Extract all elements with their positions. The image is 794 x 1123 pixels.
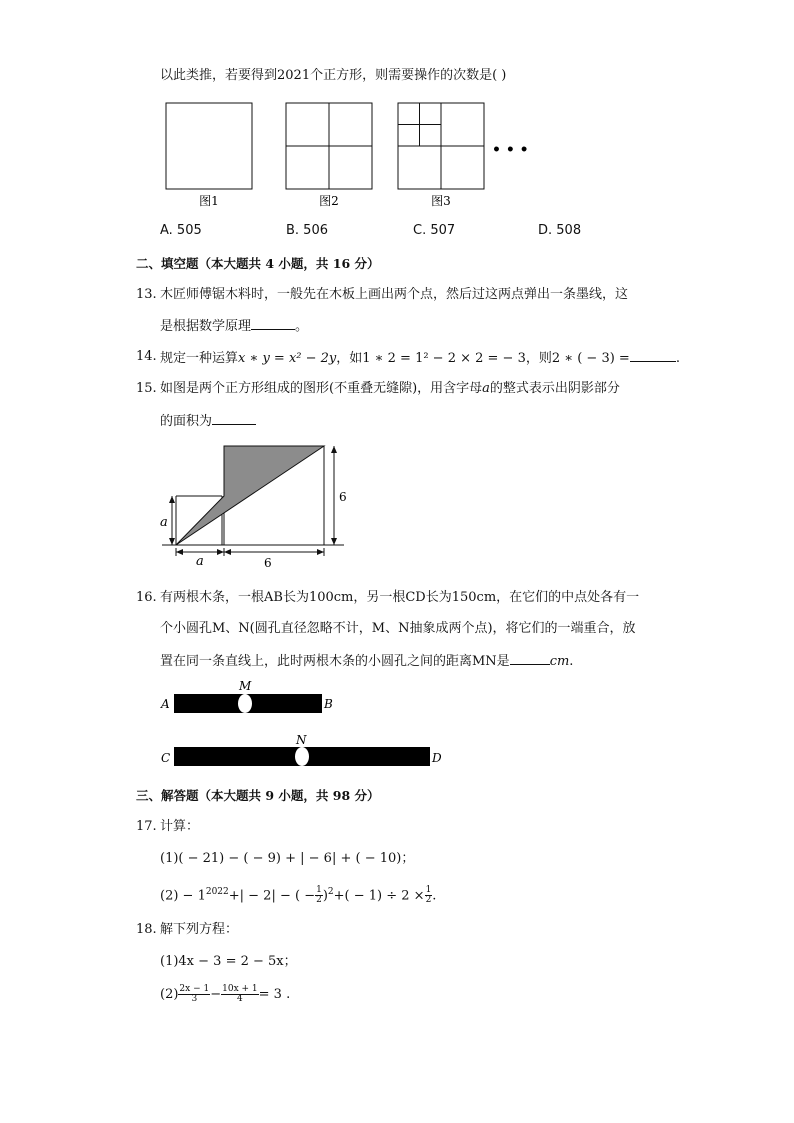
hole-n: [295, 747, 309, 766]
q13-line2: 是根据数学原理 。: [160, 315, 308, 337]
label-b: B: [324, 697, 333, 711]
q12-figures: [160, 98, 540, 210]
q18-title: 解下列方程：: [160, 922, 239, 937]
fig2-caption: 图2: [319, 194, 339, 208]
q18-number: 18.: [136, 922, 157, 937]
q17-part2: $(2) - 1^{2022}+| - 2|$ − ( − $\frac{1}{2}$ )$^2$+( − 1) ÷ 2 × $\frac{1}{2}$ .: [160, 885, 437, 906]
q15-line1: 如图是两个正方形组成的图形(不重叠无缝隙)，用含字母a的整式表示出阴影部分: [160, 381, 620, 396]
q12-intro: 以此类推，若要得到2021个正方形，则需要操作的次数是( ): [160, 68, 507, 83]
option-c[interactable]: C. 507: [413, 223, 456, 238]
q15-figure: [158, 440, 358, 570]
q14-number: 14.: [136, 349, 157, 364]
label-a: A: [161, 697, 170, 711]
q18-part2: (2) $\frac{2x - 1}{3}$ − $\frac{10x + 1}{4}$ = 3 .: [160, 984, 291, 1004]
label-n: N: [296, 733, 307, 747]
q17-title: 计算：: [160, 819, 200, 834]
q17-part1: (1)( − 21) − ( − 9) + | − 6| + ( − 10)；: [160, 851, 415, 866]
q16-answer-blank[interactable]: [510, 650, 550, 665]
q14-answer-blank[interactable]: [630, 347, 676, 362]
fig2-square: [286, 103, 372, 189]
label-a-bottom: a: [196, 554, 204, 569]
option-a[interactable]: A. 505: [160, 223, 202, 238]
fig1-caption: 图1: [199, 194, 219, 208]
fig-ellipsis: • • •: [492, 142, 529, 158]
fig3-square: [398, 103, 484, 189]
fig3-caption: 图3: [431, 194, 451, 208]
section2-title: 二、填空题（本大题共 4 小题，共 16 分）: [136, 256, 380, 271]
q13-number: 13.: [136, 287, 157, 302]
q16-line1: 有两根木条，一根AB长为100cm，另一根CD长为150cm，在它们的中点处各有一: [160, 590, 640, 605]
q16-figure: [158, 676, 458, 776]
q18-part1: (1)4x − 3 = 2 − 5x；: [160, 954, 297, 969]
label-d: D: [432, 751, 442, 765]
hole-m: [238, 694, 252, 713]
option-b[interactable]: B. 506: [286, 223, 328, 238]
q15-answer-blank[interactable]: [212, 410, 256, 425]
q13-line1: 木匠师傅锯木料时，一般先在木板上画出两个点，然后过这两点弹出一条墨线，这: [160, 287, 629, 302]
q15-number: 15.: [136, 381, 157, 396]
label-6-right: 6: [339, 490, 347, 504]
q16-line3: 置在同一条直线上，此时两根木条的小圆孔之间的距离MN是 cm.: [160, 650, 573, 672]
label-m: M: [239, 679, 252, 693]
q17-number: 17.: [136, 819, 157, 834]
q15-line2: 的面积为: [160, 410, 256, 432]
q16-number: 16.: [136, 590, 157, 605]
label-6-bottom: 6: [264, 556, 272, 570]
label-a-left: a: [160, 515, 168, 530]
fig1-square: [166, 103, 252, 189]
q14-line: 规定一种运算x ∗ y = x² − 2y，如1 ∗ 2 = 1² − 2 × 2 = − 3，则2 ∗ ( − 3) = .: [160, 347, 680, 369]
q13-answer-blank[interactable]: [251, 315, 295, 330]
section3-title: 三、解答题（本大题共 9 小题，共 98 分）: [136, 788, 380, 803]
q14-expression: x ∗ y = x² − 2y: [238, 351, 337, 366]
option-d[interactable]: D. 508: [538, 223, 582, 238]
label-c: C: [161, 751, 171, 765]
q16-line2: 个小圆孔M、N(圆孔直径忽略不计，M、N抽象成两个点)，将它们的一端重合，放: [160, 621, 636, 636]
